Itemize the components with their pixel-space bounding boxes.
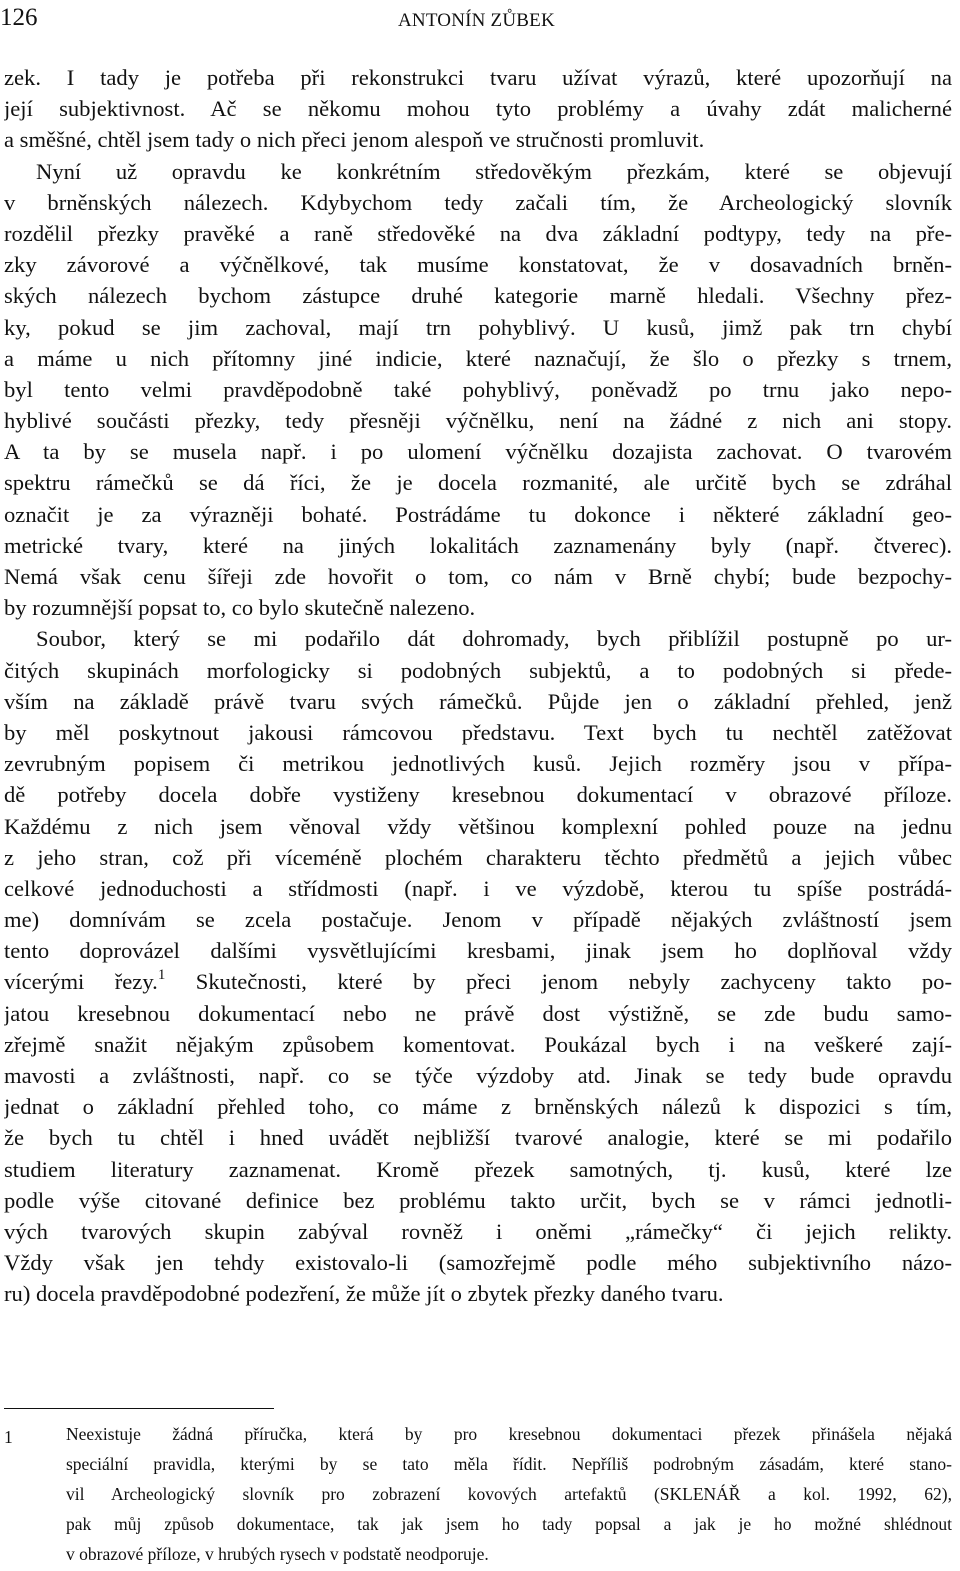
- text-segment: vícerými řezy.: [4, 969, 158, 995]
- text-line: její subjektivnost. Ač se někomu mohou tyto problémy a úvahy zdát malicherné: [4, 96, 952, 122]
- body-text: [4, 62, 952, 1310]
- text-line: Soubor, který se mi podařilo dát dohromady, bych přiblížil postupně po ur-: [36, 626, 952, 652]
- text-line: metrické tvary, které na jiných lokalitách zaznamenány byly (např. čtverec).: [4, 532, 952, 558]
- text-line: zky závorové a výčnělkové, tak musíme konstatovat, že v dosavadních brněn-: [4, 252, 952, 278]
- text-line: a směšné, chtěl jsem tady o nich přeci jenom alespoň ve stručnosti promluvit.: [4, 127, 705, 153]
- text-line: vším na základě právě tvaru svých rámečků. Půjde jen o základní přehled, jenž: [4, 688, 952, 714]
- text-line: celkové jednoduchosti a střídmosti (např. i ve výzdobě, kterou tu spíše postrádá-: [4, 875, 952, 901]
- text-line: mavosti a zvláštnosti, např. co se týče výzdoby atd. Jinak se tedy bude opravdu: [4, 1063, 952, 1088]
- text-line: ských nálezech bychom zástupce druhé kategorie marně hledali. Všechny přez-: [4, 283, 952, 309]
- text-line: podle výše citované definice bez problému takto určit, bych se v rámci jednotli-: [4, 1187, 952, 1213]
- text-line: Vždy však jen tehdy existovalo-li (samozřejmě podle mého subjektivního názo-: [4, 1250, 952, 1276]
- footnote-divider: [4, 1408, 274, 1409]
- text-line: tento doprovázel dalšími vysvětlujícími kresbami, jinak jsem ho doplňoval vždy: [4, 938, 952, 964]
- text-segment: Skutečnosti, které by přeci jenom nebyly zachyceny takto po-: [195, 969, 952, 995]
- footnote-line: pak můj způsob dokumentace, tak jak jsem ho tady popsal a jak je ho možné shlédnout: [66, 1514, 952, 1534]
- footnote-text: [66, 1419, 952, 1569]
- text-line: a máme u nich přítomny jiné indicie, které naznačují, že šlo o přezky s trnem,: [4, 345, 952, 371]
- text-line: Každému z nich jsem věnoval vždy většinou komplexní pohled pouze na jednu: [4, 813, 952, 839]
- text-line: jednat o základní přehled toho, co máme z brněnských nálezů k dispozici s tím,: [4, 1094, 952, 1120]
- text-line: jatou kresebnou dokumentací nebo ne právě dost výstižně, se zde budu samo-: [4, 1000, 952, 1026]
- text-line: zevrubným popisem či metrikou jednotlivých kusů. Jejich rozměry jsou v přípa-: [4, 751, 952, 777]
- page-number: 126: [0, 4, 38, 31]
- footnote-number: 1: [4, 1427, 13, 1447]
- text-line: rozdělil přezky pravěké a raně středověké na dva základní podtypy, tedy na pře-: [4, 220, 952, 246]
- text-line: že bych tu chtěl i hned uvádět nejbližší tvarové analogie, které se mi podařilo: [4, 1125, 952, 1151]
- text-line-with-footnote: [4, 966, 952, 997]
- footnote-line: vil Archeologický slovník pro zobrazení kovových artefaktů (SKLENÁŘ a kol. 1992, 62),: [66, 1484, 952, 1504]
- text-line: A ta by se musela např. i po ulomení výčnělku dozajista zachovat. O tvarovém: [4, 439, 952, 465]
- footnote-line: speciální pravidla, kterými by se tato měla řídit. Nepříliš podrobným zásadám, které stano-: [66, 1454, 952, 1474]
- text-line: zek. I tady je potřeba při rekonstrukci tvaru užívat výrazů, které upozorňují na: [4, 65, 952, 90]
- footnote-marker: 1: [157, 966, 166, 983]
- text-line: označit je za výrazněji bohaté. Postrádáme tu dokonce i některé základní geo-: [4, 501, 952, 527]
- text-line: v brněnských nálezech. Kdybychom tedy začali tím, že Archeologický slovník: [4, 189, 952, 215]
- footnote-line: Neexistuje žádná příručka, která by pro kresebnou dokumentaci přezek přinášela nějaká: [66, 1424, 952, 1444]
- text-line: dě potřeby docela dobře vystiženy kresebnou dokumentací v obrazové příloze.: [4, 782, 952, 808]
- text-line: by měl poskytnout jakousi rámcovou představu. Text bych tu nechtěl zatěžovat: [4, 719, 952, 745]
- text-line: Nemá však cenu šířeji zde hovořit o tom, co nám v Brně chybí; bude bezpochy-: [4, 564, 952, 589]
- text-line: Nyní už opravdu ke konkrétním středověkým přezkám, které se objevují: [36, 158, 952, 184]
- running-head: ANTONÍN ZŮBEK: [398, 10, 555, 31]
- text-line: čitých skupinách morfologicky si podobných subjektů, a to podobných si přede-: [4, 657, 952, 683]
- text-line: z jeho stran, což při víceméně plochém charakteru těchto předmětů a jejich vůbec: [4, 844, 952, 870]
- footnote-line: v obrazové příloze, v hrubých rysech v podstatě neodporuje.: [66, 1544, 489, 1564]
- text-line: ru) docela pravděpodobné podezření, že může jít o zbytek přezky daného tvaru.: [4, 1281, 724, 1307]
- text-line: zřejmě snažit nějakým způsobem komentovat. Poukázal bych i na veškeré zají-: [4, 1031, 952, 1057]
- page-header: [0, 4, 960, 40]
- text-line: hyblivé součásti přezky, tedy přesněji výčnělku, není na žádné z nich ani stopy.: [4, 408, 952, 434]
- text-line: by rozumnější popsat to, co bylo skutečně nalezeno.: [4, 595, 476, 621]
- text-line: spektru rámečků se dá říci, že je docela rozmanité, ale určitě bych se zdráhal: [4, 470, 952, 496]
- text-line: me) domnívám se zcela postačuje. Jenom v případě nějakých zvláštností jsem: [4, 907, 952, 933]
- text-line: ky, pokud se jim zachoval, mají trn pohyblivý. U kusů, jimž pak trn chybí: [4, 314, 952, 340]
- text-line: vých tvarových skupin zabýval rovněž i oněmi „rámečky“ či jejich relikty.: [4, 1218, 952, 1244]
- text-line: studiem literatury zaznamenat. Kromě přezek samotných, tj. kusů, které lze: [4, 1156, 952, 1182]
- text-line: byl tento velmi pravděpodobně také pohyblivý, poněvadž po trnu jako nepo-: [4, 376, 952, 402]
